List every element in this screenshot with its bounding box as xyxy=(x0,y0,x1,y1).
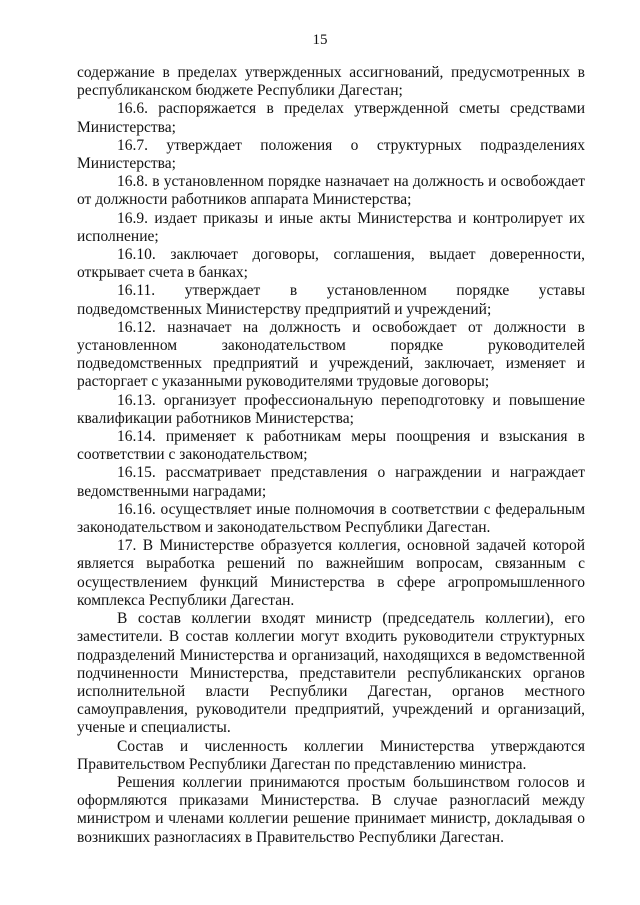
paragraph-16-6: 16.6. распоряжается в пределах утвержденной сметы средствами Министерства; xyxy=(77,100,585,136)
paragraph-16-13: 16.13. организует профессиональную переподготовку и повышение квалификации работников Министерства; xyxy=(77,391,585,427)
paragraph-16-16: 16.16. осуществляет иные полномочия в соответствии с федеральным законодательством и законодательством Республики Дагестан. xyxy=(77,500,585,537)
paragraph-16-12: 16.12. назначает на должность и освобождает от должности в установленном законодательством порядке руководителей подведомственных предприятий и учреждений, заключает, изменяет и расторгает с указанными руководителями трудовые договоры; xyxy=(77,318,585,391)
paragraph-16-7: 16.7. утверждает положения о структурных подразделениях Министерства; xyxy=(77,136,585,173)
paragraph-collegium-decisions: Решения коллегии принимаются простым большинством голосов и оформляются приказами Министерства. В случае разногласий между министром и членами коллегии решение принимает министр, докладывая о возникших разногласиях в Правительство Республики Дагестан. xyxy=(77,773,585,846)
paragraph-16-14: 16.14. применяет к работникам меры поощрения и взыскания в соответствии с законодательством; xyxy=(77,428,585,464)
paragraph-16-11: 16.11. утверждает в установленном порядке уставы подведомственных Министерству предприятий и учреждений; xyxy=(77,282,585,318)
document-body xyxy=(77,64,585,847)
paragraph-16-9: 16.9. издает приказы и иные акты Министерства и контролирует их исполнение; xyxy=(77,209,585,245)
page-number: 15 xyxy=(312,32,328,48)
paragraph-16-10: 16.10. заключает договоры, соглашения, выдает доверенности, открывает счета в банках; xyxy=(77,246,585,282)
paragraph-continuation: содержание в пределах утвержденных ассигнований, предусмотренных в республиканском бюджете Республики Дагестан; xyxy=(77,64,585,100)
paragraph-collegium-composition: В состав коллегии входят министр (председатель коллегии), его заместители. В состав коллегии могут входить руководители структурных подразделений Министерства и организаций, находящихся в ведомственной подчиненности Министерства, представители республиканских органов исполнительной власти Республики Дагестан, органов местного самоуправления, руководители предприятий, учреждений и организаций, ученые и специалисты. xyxy=(77,610,585,737)
paragraph-16-15: 16.15. рассматривает представления о награждении и награждает ведомственными наградами; xyxy=(77,464,585,500)
paragraph-17: 17. В Министерстве образуется коллегия, основной задачей которой является выработка решений по важнейшим вопросам, связанным с осуществлением функций Министерства в сфере агропромышленного комплекса Республики Дагестан. xyxy=(77,537,585,609)
paragraph-16-8: 16.8. в установленном порядке назначает на должность и освобождает от должности работников аппарата Министерства; xyxy=(77,173,585,209)
paragraph-collegium-approval: Состав и численность коллегии Министерства утверждаются Правительством Республики Дагестан по представлению министра. xyxy=(77,737,585,773)
